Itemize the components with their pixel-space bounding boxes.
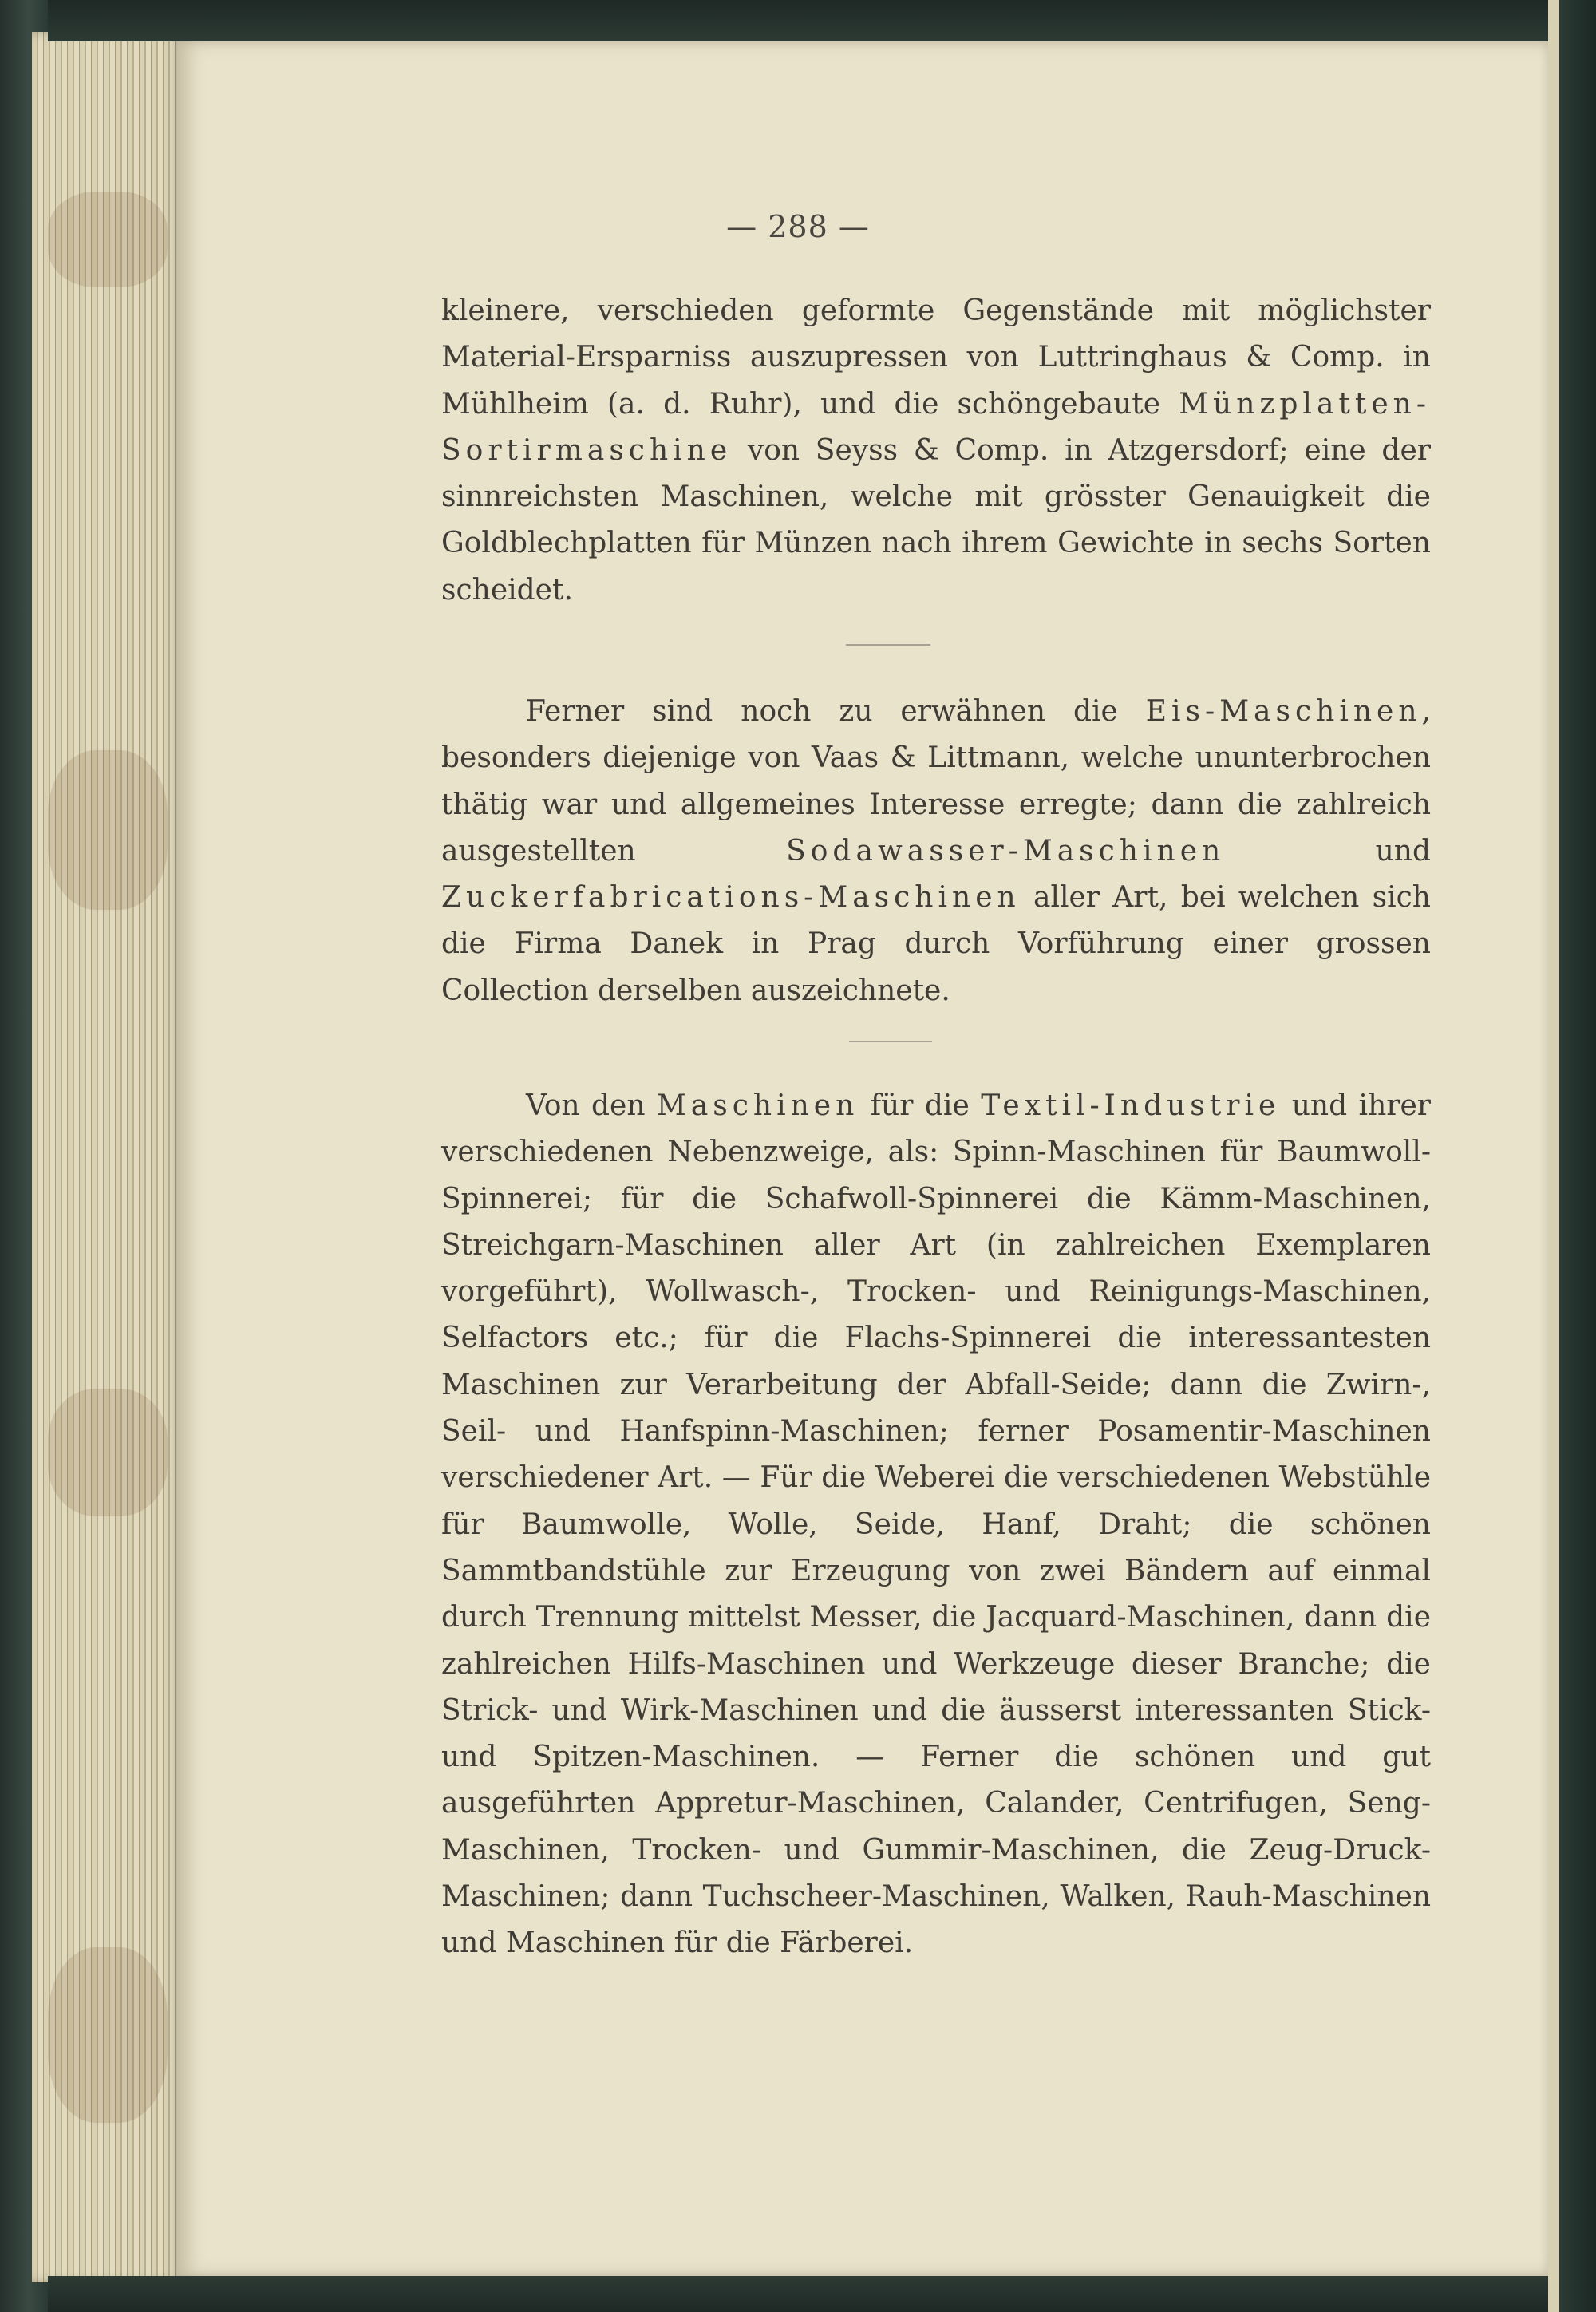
book-cover-right <box>1548 0 1596 2312</box>
page-edges <box>32 32 184 2282</box>
book-cover-bottom <box>48 2276 1548 2312</box>
paragraph-3-spaced-1: Maschinen <box>656 1089 859 1122</box>
paragraph-2-text-3: und <box>1225 834 1431 867</box>
section-divider-1 <box>846 644 930 646</box>
paragraph-2-text-4: aller Art, bei welchen sich die Firma Danek in Prag durch Vorführung einer grossen Collection derselben auszeichnete. <box>441 881 1431 1007</box>
book-cover-top <box>48 0 1548 41</box>
section-divider-2 <box>849 1041 932 1042</box>
paragraph-2-text-1: Ferner sind noch zu erwähnen die <box>526 695 1146 728</box>
paragraph-1-spaced-1: Münzplatten-Sortirmaschine <box>441 387 1431 467</box>
paragraph-3-spaced-2: Textil-Industrie <box>981 1089 1281 1122</box>
paragraph-3-text-2: für die <box>859 1089 982 1122</box>
paragraph-3 <box>441 1083 1431 1967</box>
paragraph-2-spaced-2: Sodawasser-Maschinen <box>786 834 1226 867</box>
paragraph-3-text-3: und ihrer verschiedenen Nebenzweige, als: Spinn-Maschinen für Baumwoll-Spinnerei; für die Schafwoll-Spinnerei die Kämm-Maschinen, Streichgarn-Maschinen aller Art (in zahlreichen Exemplaren vorgeführt), Wollwasch-, Trocken- und Reinigungs-Maschinen, Selfactors etc.; für die Flachs-Spinnerei die interessantesten Maschinen zur Verarbeitung der Abfall-Seide; dann die Zwirn-, Seil- und Hanfspinn-Maschinen; ferner Posamentir-Maschinen verschiedener Art. — Für die Weberei die verschiedenen Webstühle für Baumwolle, Wolle, Seide, Hanf, Draht; die schönen Sammtbandstühle zur Erzeugung von zwei Bändern auf einmal durch Trennung mittelst Messer, die Jacquard-Maschinen, dann die zahlreichen Hilfs-Maschinen und Werkzeuge dieser Branche; die Strick- und Wirk-Maschinen und die äusserst interessanten Stick- und Spitzen-Maschinen. — Ferner die schönen und gut ausgeführten Appretur-Maschinen, Calander, Centrifugen, Seng-Maschinen, Trocken- und Gummir-Maschinen, die Zeug-Druck-Maschinen; dann Tuchscheer-Maschinen, Walken, Rauh-Maschinen und Maschinen für die Färberei. <box>441 1089 1431 1960</box>
paragraph-3-text-1: Von den <box>526 1089 657 1122</box>
paragraph-1 <box>441 288 1431 614</box>
paragraph-2 <box>441 689 1431 1014</box>
paragraph-1-text-2: von Seyss & Comp. in Atzgersdorf; eine der sinnreichsten Maschinen, welche mit grösster Genauigkeit die Goldblechplatten für Münzen nach ihrem Gewichte in sechs Sorten scheidet. <box>441 433 1431 607</box>
paragraph-2-spaced-3: Zuckerfabrications-Maschinen <box>441 881 1021 915</box>
page-number: — 288 — <box>726 209 870 244</box>
paragraph-2-text-2: , besonders diejenige von Vaas & Littmann, welche ununterbrochen thätig war und allgemeines Interesse erregte; dann die zahlreich ausgestellten <box>441 695 1431 867</box>
paragraph-2-spaced-1: Eis-Maschinen <box>1145 695 1422 728</box>
paragraph-1-text-1: kleinere, verschieden geformte Gegenstände mit möglichster Material-Ersparniss auszupressen von Luttringhaus & Comp. in Mühlheim (a. d. Ruhr), und die schöngebaute <box>441 294 1431 421</box>
